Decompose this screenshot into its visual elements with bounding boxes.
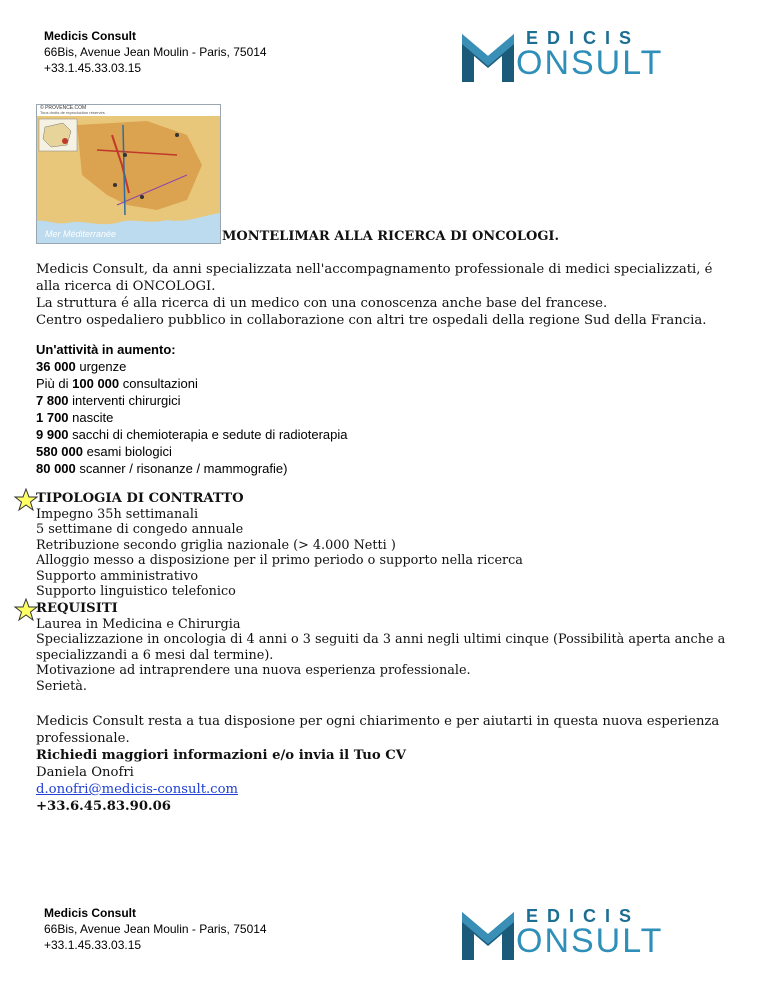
logo-top-text: EDICIS <box>526 906 641 926</box>
logo-m-mark-icon <box>462 30 522 82</box>
star-icon <box>14 488 38 512</box>
header-company-name: Medicis Consult <box>44 29 137 43</box>
contact-block <box>36 713 736 815</box>
header-company-block <box>44 28 267 76</box>
contratto-item: Supporto linguistico telefonico <box>36 584 236 599</box>
provence-map-image <box>36 104 221 244</box>
contratto-item: Alloggio messo a disposizione per il primo periodo o supporto nella ricerca <box>36 553 523 568</box>
header-address: 66Bis, Avenue Jean Moulin - Paris, 75014 <box>44 45 267 59</box>
stat-line: 80 000 scanner / risonanze / mammografie) <box>36 461 288 476</box>
contact-cta: Richiedi maggiori informazioni e/o invia il Tuo CV <box>36 748 407 763</box>
map-copyright: © PROVENCE.COM <box>40 105 87 111</box>
footer-company-name: Medicis Consult <box>44 906 137 920</box>
stat-line: 36 000 urgenze <box>36 359 127 374</box>
intro-paragraph-3: Centro ospedaliero pubblico in collaborazione con altri tre ospedali della regione Sud della Francia. <box>36 313 707 328</box>
stats-title: Un'attività in aumento: <box>36 342 176 357</box>
contratto-item: 5 settimane di congedo annuale <box>36 522 244 537</box>
logo-bottom-text: ONSULT <box>516 44 664 82</box>
requisiti-item: Motivazione ad intraprendere una nuova esperienza professionale. <box>36 663 471 678</box>
stat-line: 580 000 esami biologici <box>36 444 172 459</box>
contact-intro: Medicis Consult resta a tua disposione per ogni chiarimento e per aiutarti in questa nuova esperienza professionale. <box>36 714 720 746</box>
contratto-section <box>36 491 736 600</box>
requisiti-title: REQUISITI <box>36 601 118 616</box>
contratto-item: Retribuzione secondo griglia nazionale (> 4.000 Netti ) <box>36 537 396 553</box>
contact-person: Daniela Onofri <box>36 765 134 780</box>
logo-m-mark-icon <box>462 908 522 960</box>
footer-logo <box>462 906 664 960</box>
stat-line: 9 900 sacchi di chemioterapia e sedute di radioterapia <box>36 427 348 442</box>
requisiti-item: Specializzazione in oncologia di 4 anni o 3 seguiti da 3 anni negli ultimi cinque (Possibilità aperta anche a specializzandi a 6 mesi dal termine). <box>36 632 726 663</box>
map-illustration <box>37 105 220 243</box>
requisiti-item: Laurea in Medicina e Chirurgia <box>36 616 241 632</box>
map-sea-label: Mer Méditerranée <box>45 229 117 239</box>
requisiti-section <box>36 601 736 694</box>
page-headline: MONTELIMAR ALLA RICERCA DI ONCOLOGI. <box>222 229 560 244</box>
contratto-title: TIPOLOGIA DI CONTRATTO <box>36 491 244 506</box>
intro-block <box>36 261 726 329</box>
intro-paragraph-1: Medicis Consult, da anni specializzata nell'accompagnamento professionale di medici specializzati, é alla ricerca di ONCOLOGI. <box>36 262 713 294</box>
contratto-item: Impegno 35h settimanali <box>36 506 199 522</box>
header-phone: +33.1.45.33.03.15 <box>44 61 142 75</box>
header-logo <box>462 28 664 82</box>
footer-address: 66Bis, Avenue Jean Moulin - Paris, 75014 <box>44 922 267 936</box>
stat-line: Più di 100 000 consultazioni <box>36 376 198 391</box>
intro-paragraph-2: La struttura é alla ricerca di un medico con una conoscenza anche base del francese. <box>36 296 608 311</box>
stats-block <box>36 341 348 477</box>
stat-line: 7 800 interventi chirurgici <box>36 393 181 408</box>
requisiti-item: Serietà. <box>36 678 87 694</box>
footer-company-block <box>44 905 267 953</box>
logo-top-text: EDICIS <box>526 28 641 48</box>
contact-email-link[interactable]: d.onofri@medicis-consult.com <box>36 782 239 797</box>
contact-phone: +33.6.45.83.90.06 <box>36 799 171 814</box>
stat-line: 1 700 nascite <box>36 410 114 425</box>
logo-bottom-text: ONSULT <box>516 922 664 960</box>
footer-phone: +33.1.45.33.03.15 <box>44 938 142 952</box>
star-icon <box>14 598 38 622</box>
contratto-item: Supporto amministrativo <box>36 568 199 584</box>
map-subcaption: Tous droits de reproduction réservés <box>40 110 105 115</box>
